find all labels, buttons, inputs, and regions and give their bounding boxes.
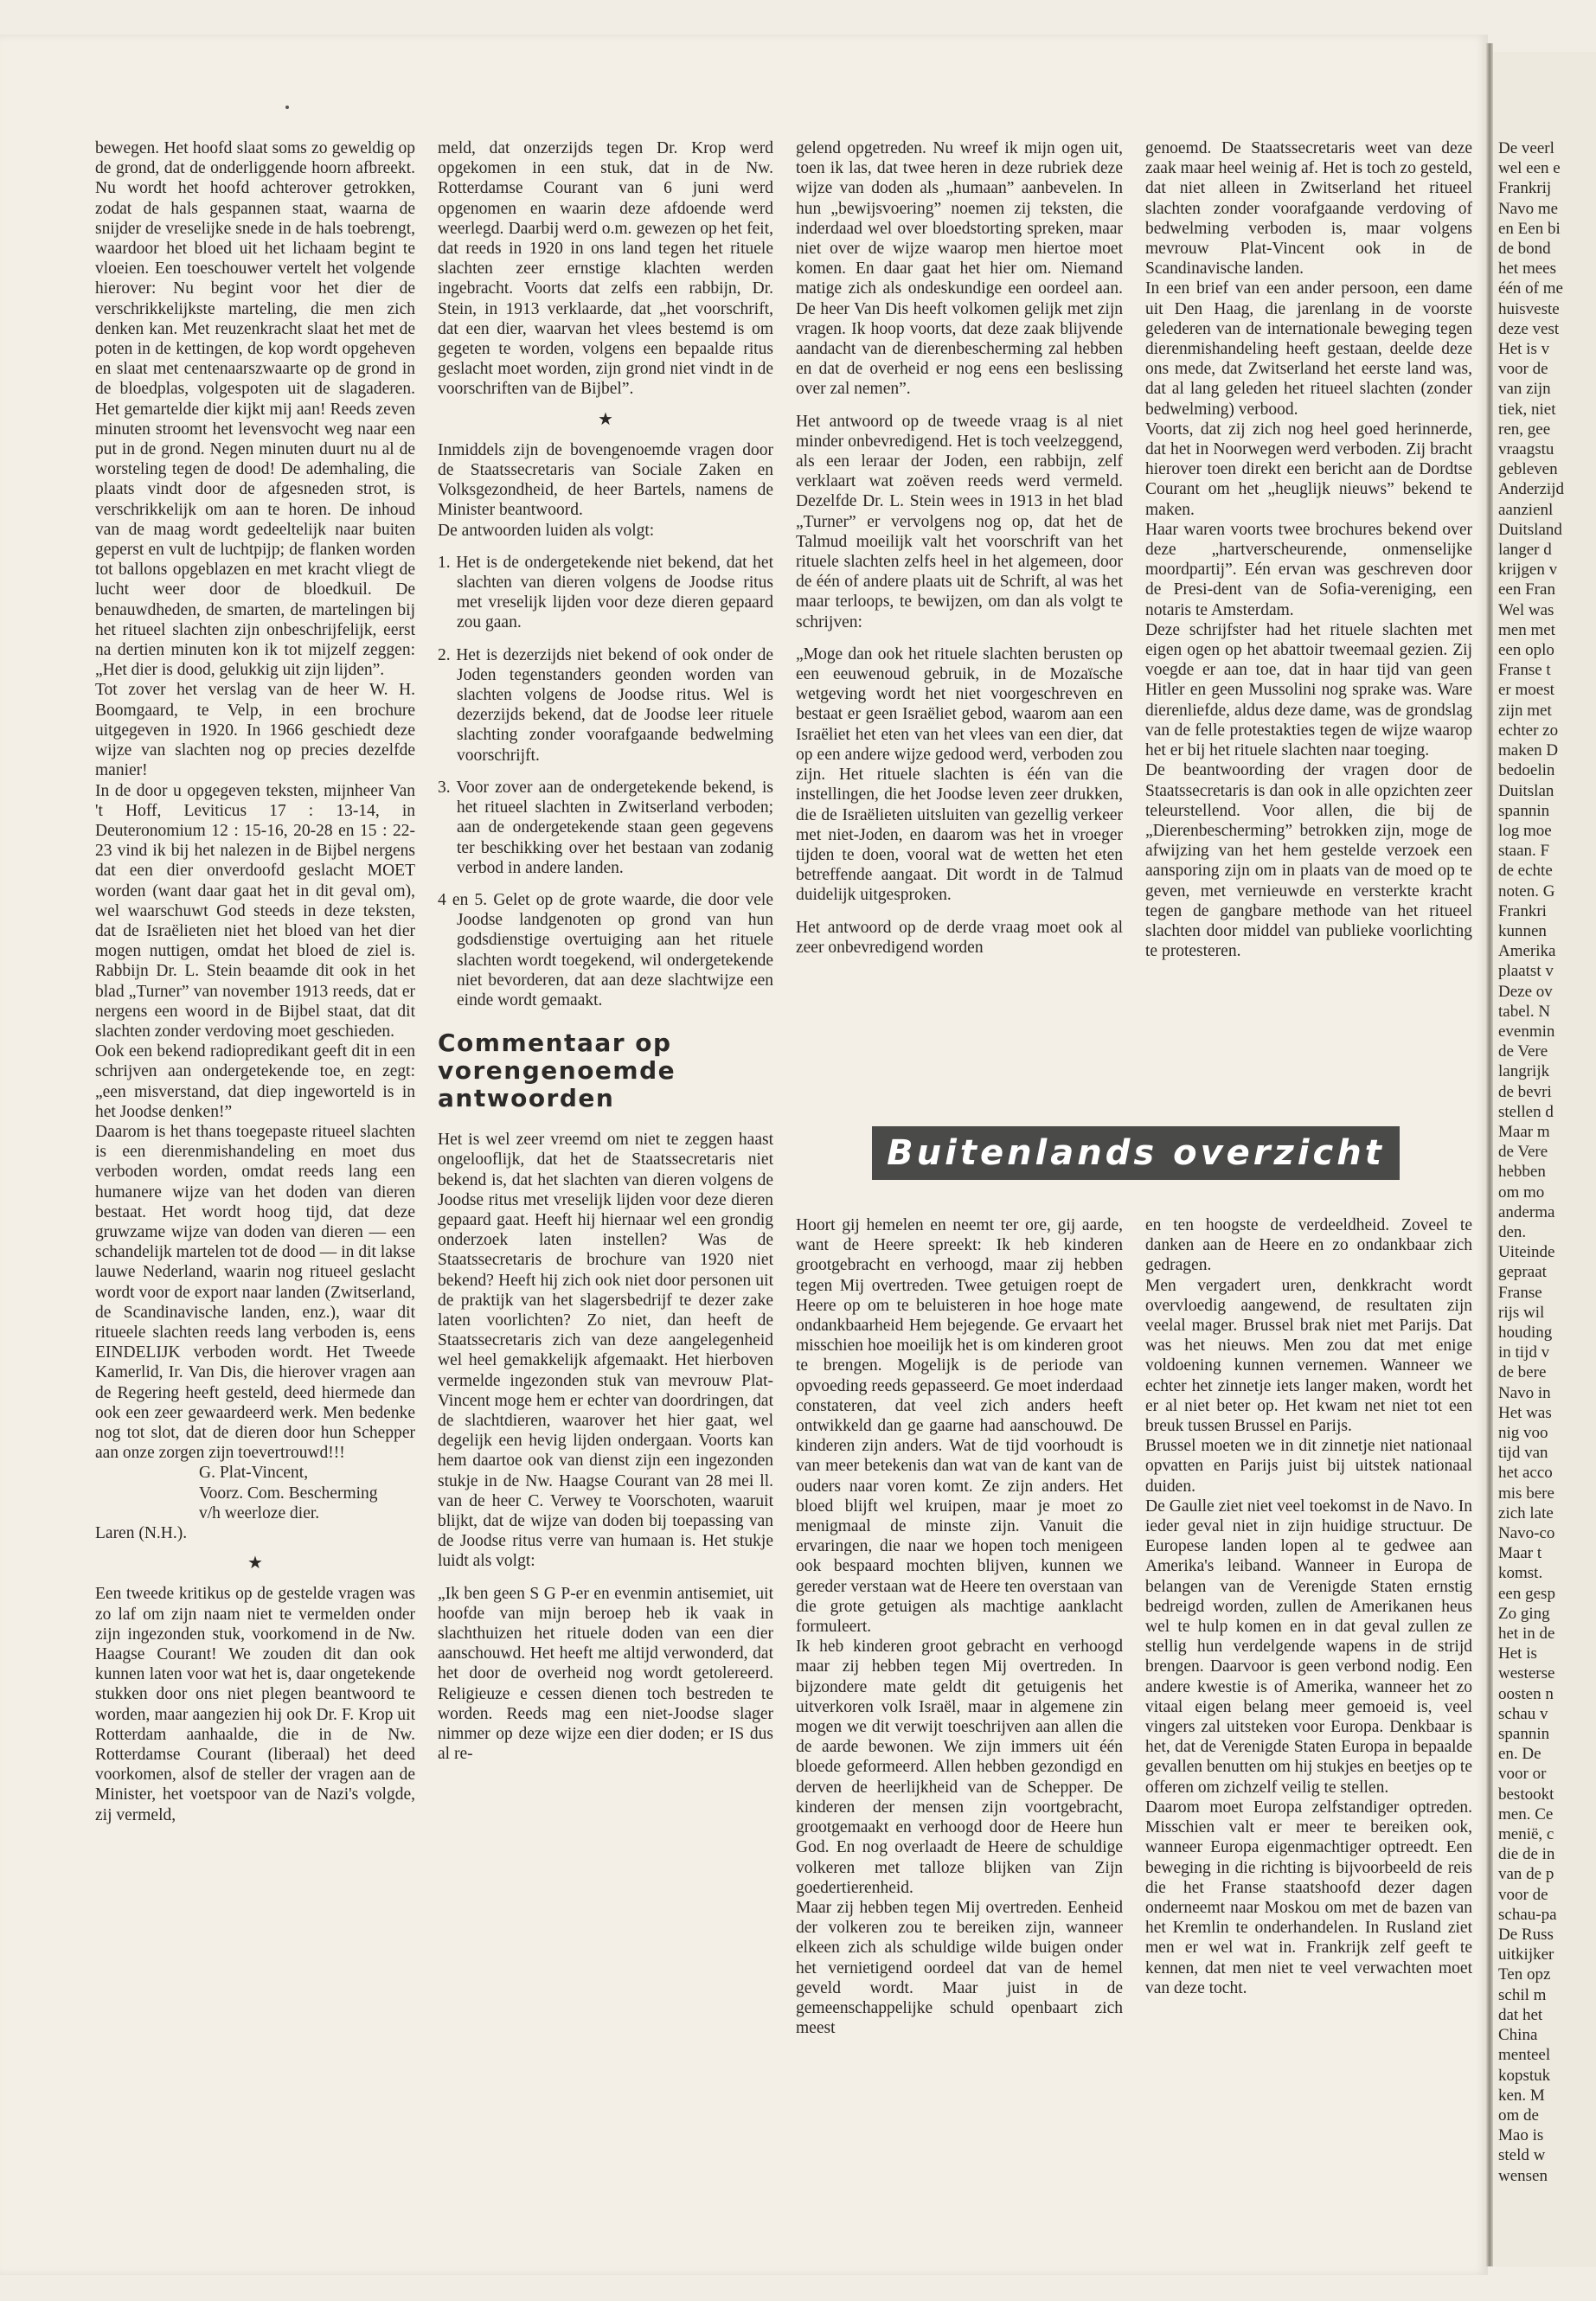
fragment-line: dat het [1498, 2005, 1543, 2024]
fragment-line: die de in [1498, 1845, 1555, 1864]
fragment-line: Navo-co [1498, 1524, 1555, 1543]
fragment-line: voor or [1498, 1765, 1547, 1784]
fragment-line: log moe [1498, 821, 1552, 840]
fragment-line: Franse t [1498, 661, 1551, 680]
answer-item: 2. Het is dezerzijds niet bekend of ook onder de Joden tegenstanders geonden worden van slachten volgens de Joodse ritus. Wel is dezerzijds bekend, dat de Joodse leer rituele slachting zonder voorafgaande bedwelming voorschrijft. [438, 645, 773, 765]
fragment-line: mis bere [1498, 1484, 1554, 1503]
fragment-line: in tijd v [1498, 1343, 1550, 1362]
fragment-line: Uiteinde [1498, 1243, 1555, 1262]
fragment-line: Frankri [1498, 901, 1547, 920]
fragment-line: Duitsland [1498, 520, 1562, 539]
paragraph: Het antwoord op de derde vraag moet ook al zeer onbevredigend worden [796, 918, 1123, 957]
fragment-line: den. [1498, 1222, 1527, 1241]
fragment-line: gepraat [1498, 1263, 1547, 1282]
fragment-line: een oplo [1498, 641, 1554, 660]
paragraph: Brussel moeten we in dit zinnetje niet nationaal opvatten en Parijs juist bij uitstek nationaal duiden. [1145, 1437, 1472, 1496]
fragment-line: er moest [1498, 681, 1554, 700]
fragment-line: men met [1498, 620, 1555, 639]
paragraph: „Ik ben geen S G P-er en evenmin antisemiet, uit hoofde van mijn beroep heb ik vaak in slachthuizen het rituele doden van een dier aanschouwd. Het heeft me altijd verwonderd, dat het door de overheid nog wordt getolereerd. Religieuze e cessen dienen toch bestreden te worden. Reeds mag een niet-Joodse slager nimmer op deze wijze een dier doden; er IS dus al re- [438, 1584, 773, 1764]
fragment-line: tijd van [1498, 1444, 1548, 1463]
fragment-line: de bevri [1498, 1082, 1552, 1101]
fragment-line: wensen [1498, 2166, 1548, 2185]
paragraph: genoemd. De Staatssecretaris weet van deze zaak maar heel weinig af. Het is toch zo gesteld, dat niet alleen in Zwitserland het ritueel slachten zonder voorafgaande verdoving of bedwelming verboden is, maar volgens mevrouw Plat-Vincent ook in de Scandinavische landen. [1145, 139, 1472, 279]
fragment-line: het acco [1498, 1464, 1553, 1483]
fragment-line: Wel was [1498, 600, 1554, 619]
fragment-line: bestookt [1498, 1785, 1554, 1804]
paragraph: Daarom moet Europa zelfstandiger optreden. Misschien valt er meer te bereiken ook, wanneer Europa eigenmachtiger optreedt. Een beweging in die richting is bijvoorbeeld de reis die het Franse staatshoofd dezer dagen onderneemt naar Moskou om met de bazen van het Kremlin te onderhandelen. In Rusland ziet men er wel wat in. Frankrijk zelf geeft te kennen, dat men niet te veel verwachten moet van deze tocht. [1145, 1798, 1472, 1997]
fragment-line: langrijk [1498, 1062, 1550, 1081]
fragment-line: Deze ov [1498, 982, 1553, 1001]
fragment-line: noten. G [1498, 881, 1555, 901]
fragment-line: stellen d [1498, 1102, 1554, 1121]
fragment-line: Navo me [1498, 199, 1559, 218]
fragment-line: houding [1498, 1323, 1553, 1342]
fragment-line: de Vere [1498, 1143, 1548, 1162]
fragment-line: Duitslan [1498, 781, 1554, 800]
fragment-line: Frankrij [1498, 179, 1552, 198]
fragment-line: aanzienl [1498, 500, 1554, 519]
fragment-line: Navo in [1498, 1383, 1551, 1402]
paragraph: De Gaulle ziet niet veel toekomst in de Navo. In ieder geval niet in zijn huidige structuur. De Europese landen lopen al te gedwee aan Amerika's leiband. Wanneer in Europa de belangen van de Verenigde Staten ernstig bedreigd worden, zullen de Amerikanen heus wel te hulp komen en in dat geval zullen ze stellig hun verdelgende wapens in de strijd brengen. Daarvoor is geen verbond nodig. Een andere kwestie is of Amerika, wanneer het zo vitaal eigen belang meer gemoeid is, veel vingers zal uitsteken voor Europa. Denkbaar is het, dat de Verenigde Staten Europa in bepaalde gevallen benutten om hij stukjes en beetjes op te offeren om zichzelf veilig te stellen. [1145, 1497, 1472, 1797]
fragment-line: een Fran [1498, 580, 1555, 599]
fragment-line: hebben [1498, 1163, 1546, 1182]
fragment-line: spannin [1498, 801, 1550, 820]
fragment-line: oosten n [1498, 1684, 1554, 1703]
paragraph: „Moge dan ook het rituele slachten berusten op een eeuwenoud gebruik, in de Mozaïsche wetgeving wordt het niet voorgeschreven en bestaat er geen Israëliet gebod, waarom aan een Israëliet het eten van het vlees van een dier, dat op een andere wijze gedood werd, verboden zou zijn. Het rituele slachten is één van die instellingen, die het Joodse leven zeer drukken, die de Israëlieten uitsluiten van gezellig verkeer met niet-Joden, en daarom was het in vroeger tijden te doen, vooral wat de wetten het eten betreffende aangaat. Dit wordt in de Talmud duidelijk uitgesproken. [796, 644, 1123, 905]
fragment-line: anderma [1498, 1202, 1555, 1221]
fragment-line: voor de [1498, 1885, 1548, 1904]
page-gutter [1486, 43, 1493, 2266]
fragment-line: evenmin [1498, 1022, 1555, 1041]
paragraph: Ook een bekend radiopredikant geeft dit in een schrijven aan ondergetekende toe, en zegt: „een misverstand, dat diep ingeworteld is in het Joodse denken!” [95, 1042, 415, 1121]
column-4-lower [1145, 1215, 1472, 2253]
paragraph: en ten hoogste de verdeeldheid. Zoveel te danken aan de Heere en zo ondankbaar zich gedragen. [1145, 1216, 1472, 1275]
fragment-line: men. Ce [1498, 1804, 1554, 1823]
fragment-line: uitkijker [1498, 1945, 1554, 1965]
section-subheading: Commentaar op vorengenoemde antwoorden [438, 1029, 676, 1113]
paragraph: Haar waren voorts twee brochures bekend over deze „hartverscheurende, onmenselijke moordpartij”. Eén ervan was geschreven door de Presi-dent van de Sofia-vereniging, een notaris te Amsterdam. [1145, 520, 1472, 619]
fragment-line: tabel. N [1498, 1002, 1551, 1021]
fragment-line: Ten opz [1498, 1965, 1551, 1984]
fragment-line: schau-pa [1498, 1905, 1557, 1924]
fragment-line: Anderzijd [1498, 480, 1564, 499]
paragraph: De beantwoording der vragen door de Staatssecretaris is dan ook in alle opzichten zeer teleurstellend. Voor allen, die bij de „Dierenbescherming” betrokken zijn, moge de afwijzing van het hem gestelde verzoek een aansporing zijn om in plaats van de moed op te geven, met vernieuwde en versterkte kracht tegen de gangbare methode van het ritueel slachten door middel van publieke voorlichting te protesteren. [1145, 761, 1472, 961]
fragment-line: en Een bi [1498, 219, 1561, 238]
fragment-line: Het is v [1498, 340, 1550, 359]
fragment-line: maken D [1498, 741, 1559, 760]
fragment-line: menië, c [1498, 1825, 1554, 1844]
answer-item: 1. Het is de ondergetekende niet bekend, dat het slachten van dieren volgens de Joodse ritus met vreselijk lijden voor deze dieren gepaard zou gaan. [438, 553, 773, 632]
fragment-line: gebleven [1498, 460, 1558, 479]
fragment-line: schau v [1498, 1704, 1548, 1723]
fragment-line: rijs wil [1498, 1303, 1545, 1322]
fragment-line: menteel [1498, 2046, 1551, 2065]
paragraph: Men vergadert uren, denkkracht wordt overvloedig aangewend, de resultaten zijn veelal mager. Brussel brak niet met Parijs. Dat was het nieuws. Men zou dat met enige voldoening kunnen vernemen. Wanneer we echter het zinnetje iets langer maken, wordt het er al niet beter op. Het kwam net niet tot een breuk tussen Brussel en Parijs. [1145, 1276, 1472, 1436]
fragment-line: om de [1498, 2106, 1539, 2125]
paragraph: Inmiddels zijn de bovengenoemde vragen door de Staatssecretaris van Sociale Zaken en Volksgezondheid, de heer Bartels, namens de Minister beantwoord. [438, 440, 773, 520]
fragment-line: De Russ [1498, 1926, 1554, 1945]
fragment-line: langer d [1498, 541, 1552, 560]
section-headline: Buitenlands overzicht [872, 1126, 1400, 1180]
fragment-line: Zo ging [1498, 1604, 1550, 1623]
paragraph: gelend opgetreden. Nu wreef ik mijn ogen uit, toen ik las, dat twee heren in deze rubriek deze wijze van doden als „humaan” aanbevelen. In hun „bewijsvoering” noemen zij teksten, die inderdaad wel over bloedstorting spreken, maar niet over de wijze waarop men hiertoe moet komen. En daar gaat het hier om. Niemand matige zich als ondeskundige een oordeel aan. De heer Van Dis heeft volkomen gelijk met zijn vragen. Ik hoop voorts, dat deze zaak blijvende aandacht van de dierenbescherming zal hebben en dat de overheid er nog eens een beslissing over zal nemen”. [796, 139, 1123, 399]
fragment-line: tiek, niet [1498, 400, 1556, 419]
paragraph: De antwoorden luiden als volgt: [438, 521, 655, 540]
paragraph: Ik heb kinderen groot gebracht en verhoogd maar zij hebben tegen Mij overtreden. In bijzondere mate geldt dit getuigenis het uitverkoren volk Israël, maar in algemene zin mogen we dit verwijt toeschrijven aan allen die de aarde bewonen. We zijn immers uit één bloede geformeerd. Allen hebben gezondigd en derven de heerlijkheid van de Schepper. De kinderen der mensen zijn voortgebracht, grootgemaakt en verhoogd door de Heere hun God. En nog overlaadt de Heere de schuldige volkeren met talloze blijken van Zijn goedertierenheid. [796, 1638, 1123, 1897]
fragment-line: kopstuk [1498, 2066, 1551, 2085]
paragraph: Daarom is het thans toegepaste ritueel slachten is een dierenmishandeling en moet dus verboden worden, omdat reeds lang een humanere wijze van het doden van dieren bestaat. Het wordt hoog tijd, dat deze gruwzame wijze van doden van dieren — een schandelijk martelen tot de dood — in dit lakse lauwe Nederland, waarin nog ritueel geslacht wordt voor de export naar landen (Zwitserland, de Scandinavische landen, enz.), waar dit ritueele slachten reeds lang verboden is, eens EINDELIJK verboden wordt. Het Tweede Kamerlid, Ir. Van Dis, die hierover vragen aan de Regering heeft gesteld, deed hiermede dan ook een zeer gewaardeerd werk. Men bedenke nog tot slot, dat de dieren door hun Schepper aan onze zorgen zijn toevertrouwd!!! [95, 1122, 415, 1463]
fragment-line: De veerl [1498, 139, 1554, 157]
fragment-line: nig voo [1498, 1424, 1548, 1442]
fragment-line: ren, gee [1498, 420, 1551, 439]
column-1 [95, 138, 415, 2249]
fragment-line: Amerika [1498, 942, 1556, 961]
signature-line: Voorz. Com. Bescherming [199, 1484, 378, 1503]
paragraph: Tot zover het verslag van de heer W. H. Boomgaard, te Velp, in een brochure uitgegeven in 1920. In 1966 geschiedt deze wijze van slachten nog op precies dezelfde manier! [95, 681, 415, 780]
fragment-line: van zijn [1498, 380, 1551, 399]
star-separator: ★ [247, 1554, 263, 1574]
fragment-line: westerse [1498, 1664, 1555, 1683]
fragment-line: Maar m [1498, 1122, 1550, 1141]
paragraph: In de door u opgegeven teksten, mijnheer Van 't Hoff, Leviticus 17 : 13-14, in Deuteronomium 12 : 15-16, 20-28 en 15 : 22-23 vind ik bij het nalezen in de Bijbel nergens dat een dier onverdoofd geslacht MOET worden (want daar gaat het in dit geval om), wel waarschuwt God steeds in deze teksten, dat de Israëlieten niet het bloed van het dier mogen nuttigen, omdat het bloed de ziel is. Rabbijn Dr. L. Stein beaamde dit ook in het blad „Turner” van november 1913 reeds, dat er nergens een woord in de Bijbel staat, dat dit slachten zonder verdoving moet geschieden. [95, 781, 415, 1041]
fragment-line: de bere [1498, 1363, 1547, 1382]
ink-dot [285, 106, 289, 109]
paragraph: bewegen. Het hoofd slaat soms zo geweldig op de grond, dat de onderliggende hoorn afbreekt. Nu wordt het hoofd achterover getrokken, zodat de hals gespannen staat, waarna de snijder de vreselijke snede in de hals toebrengt, waardoor het bloed uit het lichaam begint te vloeien. Een toeschouwer vertelt het volgende hierover: Nu begint voor het dier de verschrikkelijkste marteling, die men zich denken kan. Met reuzenkracht slaat het met de poten in de kettingen, de kop wordt opgeheven en slaat met centenaarszwaarte op de grond in de bloedplas, volgespoten uit de slagaderen. Het gemartelde dier kijkt mij aan! Reeds zeven minuten stroomt het levensvocht weg naar een put in de grond. Negen minuten duurt nu al de worsteling tegen de dood! De ademhaling, die plaats vindt door de afgesneden strot, is verschrikkelijk om aan te horen. De inhoud van de maag wordt gedeeltelijk naar buiten geperst en vult de luchtpijp; de flanken worden tot ballons opgeblazen en met kracht vliegt de lucht weer door de bloedkuil. De benauwdheden, de smarten, de martelingen bij het ritueel slachten zijn onbeschrijfelijk, eerst na dertien minuten kon ik tot mijzelf zeggen: „Het dier is dood, gelukkig uit zijn lijden”. [95, 139, 415, 680]
fragment-line: China [1498, 2026, 1538, 2045]
fragment-line: Franse [1498, 1283, 1542, 1302]
paragraph: Hoort gij hemelen en neemt ter ore, gij aarde, want de Heere spreekt: Ik heb kinderen grootgebracht en verhoogd, maar zij hebben tegen Mij overtreden. Twee getuigen roept de Heere op om te beluisteren in hoe hoge mate ondankbaarheid Hem bejegende. Ge ervaart het misschien hoe moeilijk het is om kinderen groot te brengen. Mogelijk is de periode van opvoeding reeds gepasseerd. Ge moet inderdaad constateren, dat veel zich anders heeft ontwikkeld dan ge gaarne had aanschouwd. De kinderen zijn anders. Wat de tijd voorhoudt is van meer betekenis dan wat van de kant van de ouders naar voren komt. Ze zijn anders. Het bloed blijft wel kruipen, maar je moet zo menigmaal de minste zijn. Vanuit die ervaringen, die naar we hopen toch menigeen ook bespaard mochten blijven, kunnen we gereder verstaan wat de Heere ten overstaan van die grote getuigen als machtige aanklacht formuleert. [796, 1216, 1123, 1637]
fragment-line: van de p [1498, 1865, 1554, 1884]
paragraph: Het antwoord op de tweede vraag is al niet minder onbevredigend. Het is toch veelzeggend, als een leraar der Joden, een rabbijn, zelf verklaart wat zoëven reeds werd vermeld. Dezelfde Dr. L. Stein wees in 1913 in het blad „Turner” er vervolgens nog op, dat het de Talmud moeilijk valt het voorschrift van het rituele slachten zelfs heel in het algemeen, door de één of andere plaats uit de Schrift, al was het maar terloops, te bewijzen, om dan als volgt te schrijven: [796, 412, 1123, 631]
fragment-line: huisveste [1498, 299, 1560, 318]
fragment-line: komst. [1498, 1564, 1543, 1583]
star-separator: ★ [598, 409, 613, 429]
fragment-line: krijgen v [1498, 561, 1558, 580]
fragment-line: en. De [1498, 1745, 1542, 1764]
fragment-line: één of me [1498, 279, 1563, 298]
fragment-line: het in de [1498, 1625, 1555, 1644]
fragment-line: vraagstu [1498, 440, 1554, 459]
fragment-line: de bond [1498, 240, 1551, 259]
fragment-line: de Vere [1498, 1042, 1548, 1061]
fragment-line: bedoelin [1498, 761, 1555, 780]
paragraph: Maar zij hebben tegen Mij overtreden. Eenheid der volkeren zou te bereiken zijn, wanneer elkeen zich als schuldige wilde buigen onder het vernietigend oordeel dat van de hemel geveld wordt. Maar juist in de gemeenschappelijke schuld openbaart zich meest [796, 1898, 1123, 2038]
paragraph: Een tweede kritikus op de gestelde vragen was zo laf om zijn naam niet te vermelden onder zijn ingezonden stuk, voorkomend in de Nw. Haagse Courant! We zouden dit dan ook kunnen laten voor wat het is, daar ongetekende stukken door ons niet plegen beantwoord te worden, maar aangezien hij ook Dr. F. Krop uit Rotterdam aanhaalde, die in de Nw. Rotterdamse Courant (liberaal) het deed voorkomen, alsof de steller der vragen aan de Minister, het voetspoor van de Nazi's volgde, zij vermeld, [95, 1585, 415, 1824]
column-4 [1145, 138, 1472, 1099]
paragraph: meld, dat onzerzijds tegen Dr. Krop werd opgekomen in een stuk, dat in de Nw. Rotterdamse Courant van 6 juni werd opgenomen en waarin deze afdoende werd weerlegd. Daarbij werd o.m. gewezen op het feit, dat reeds in 1920 in ons land tegen het rituele slachten zeer ernstige klachten werden ingebracht. Voorts dat zelfs een rabbijn, Dr. Stein, in 1913 verklaarde, dat „het voorschrift, dat een dier, waarvan het vlees bestemd is om gegeten te worden, volgens een bepaalde ritus geslacht moet worden, zijn grond niet vindt in de voorschriften van de Bijbel”. [438, 139, 773, 399]
column-3-lower [796, 1215, 1123, 2253]
column-5-partial [1498, 138, 1596, 2258]
fragment-line: wel een e [1498, 159, 1561, 178]
fragment-line: Het was [1498, 1403, 1552, 1422]
fragment-line: kunnen [1498, 921, 1547, 940]
fragment-line: zich late [1498, 1503, 1554, 1522]
fragment-line: staan. F [1498, 842, 1550, 861]
paragraph: Voorts, dat zij zich nog heel goed herinnerde, dat het in Noorwegen werd verboden. Zij bracht hierover toen direkt een bericht aan de Dordtse Courant om het „heuglijk nieuws” bekend te maken. [1145, 420, 1472, 519]
column-3 [796, 138, 1123, 1099]
fragment-line: zijn met [1498, 701, 1552, 720]
paragraph: Deze schrijfster had het rituele slachten met eigen ogen op het abattoir tweemaal gezien. Zij voegde er aan toe, dat in haar tijd van geen Hitler en geen Mussolini nog sprake was. Ware dierenliefde, aldus deze dame, was de grondslag van de felle protestakties tegen de wijze waarop het er bij het rituele slachten naar toeging. [1145, 620, 1472, 760]
place-line: Laren (N.H.). [95, 1524, 188, 1543]
answer-item: 4 en 5. Gelet op de grote waarde, die door vele Joodse landgenoten op grond van hun godsdienstige overtuiging aan het rituele slachten wordt toegekend, wil ondergetekende niet bevorderen, dat aan deze slachtwijze een einde wordt gemaakt. [438, 890, 773, 1009]
fragment-line: echter zo [1498, 721, 1559, 740]
fragment-line: een gesp [1498, 1584, 1555, 1603]
fragment-line: de echte [1498, 862, 1553, 881]
fragment-line: Maar t [1498, 1544, 1542, 1563]
fragment-line: Het is [1498, 1644, 1537, 1663]
fragment-line: voor de [1498, 360, 1548, 379]
fragment-line: steld w [1498, 2146, 1546, 2165]
paragraph: Het is wel zeer vreemd om niet te zeggen haast ongelooflijk, dat het de Staatssecretaris niet bekend is, dat het slachten van dieren volgens de Joodse ritus met vreselijk lijden voor deze dieren gepaard gaat. Heeft hij hiernaar wel een grondig onderzoek laten instellen? Was de Staatssecretaris de brochure van 1920 niet bekend? Heeft hij zich ook niet door personen uit de praktijk van het slagersbedrijf te dezer zake laten voorlichten? Zo niet, dan heeft de Staatssecretaris zich van deze aangelegenheid wel heel gemakkelijk afgemaakt. Het hierboven vermelde ingezonden stuk van mevrouw Plat-Vincent moge hem er echter van doordringen, dat de slachtdieren, waarover het hier gaat, wel degelijk een hevig lijden ondergaan. Voorts kan hem daartoe ook van dienst zijn een ingezonden stukje in de Nw. Haagse Courant van 28 mei ll. van de heer C. Verwey te Voorschoten, waaruit blijkt, dat de wijze van doden bij toepassing van de Joodse ritus verre van humaan is. Het stukje luidt als volgt: [438, 1131, 773, 1571]
fragment-line: deze vest [1498, 319, 1560, 338]
fragment-line: om mo [1498, 1183, 1545, 1202]
answer-item: 3. Voor zover aan de ondergetekende bekend, is het ritueel slachten in Zwitserland verboden; aan de ondergetekende staan geen gegevens ter beschikking over het bestaan van zodanig verbod in andere landen. [438, 778, 773, 877]
fragment-line: het mees [1498, 260, 1557, 279]
column-2 [438, 138, 773, 2249]
signature-line: v/h weerloze dier. [199, 1503, 320, 1522]
signature-line: G. Plat-Vincent, [199, 1464, 309, 1483]
fragment-line: plaatst v [1498, 962, 1554, 981]
fragment-line: schil m [1498, 1985, 1547, 2004]
fragment-line: Mao is [1498, 2126, 1544, 2145]
fragment-line: spannin [1498, 1725, 1550, 1744]
fragment-line: ken. M [1498, 2086, 1545, 2105]
paragraph: In een brief van een ander persoon, een dame uit Den Haag, die jarenlang in de voorste gelederen van de internationale beweging tegen dierenmishandeling heeft gestaan, deelde deze ons mede, dat Zwitserland het eerste land was, dat al lang geleden het ritueel slachten (zonder bedwelming) verbood. [1145, 279, 1472, 419]
